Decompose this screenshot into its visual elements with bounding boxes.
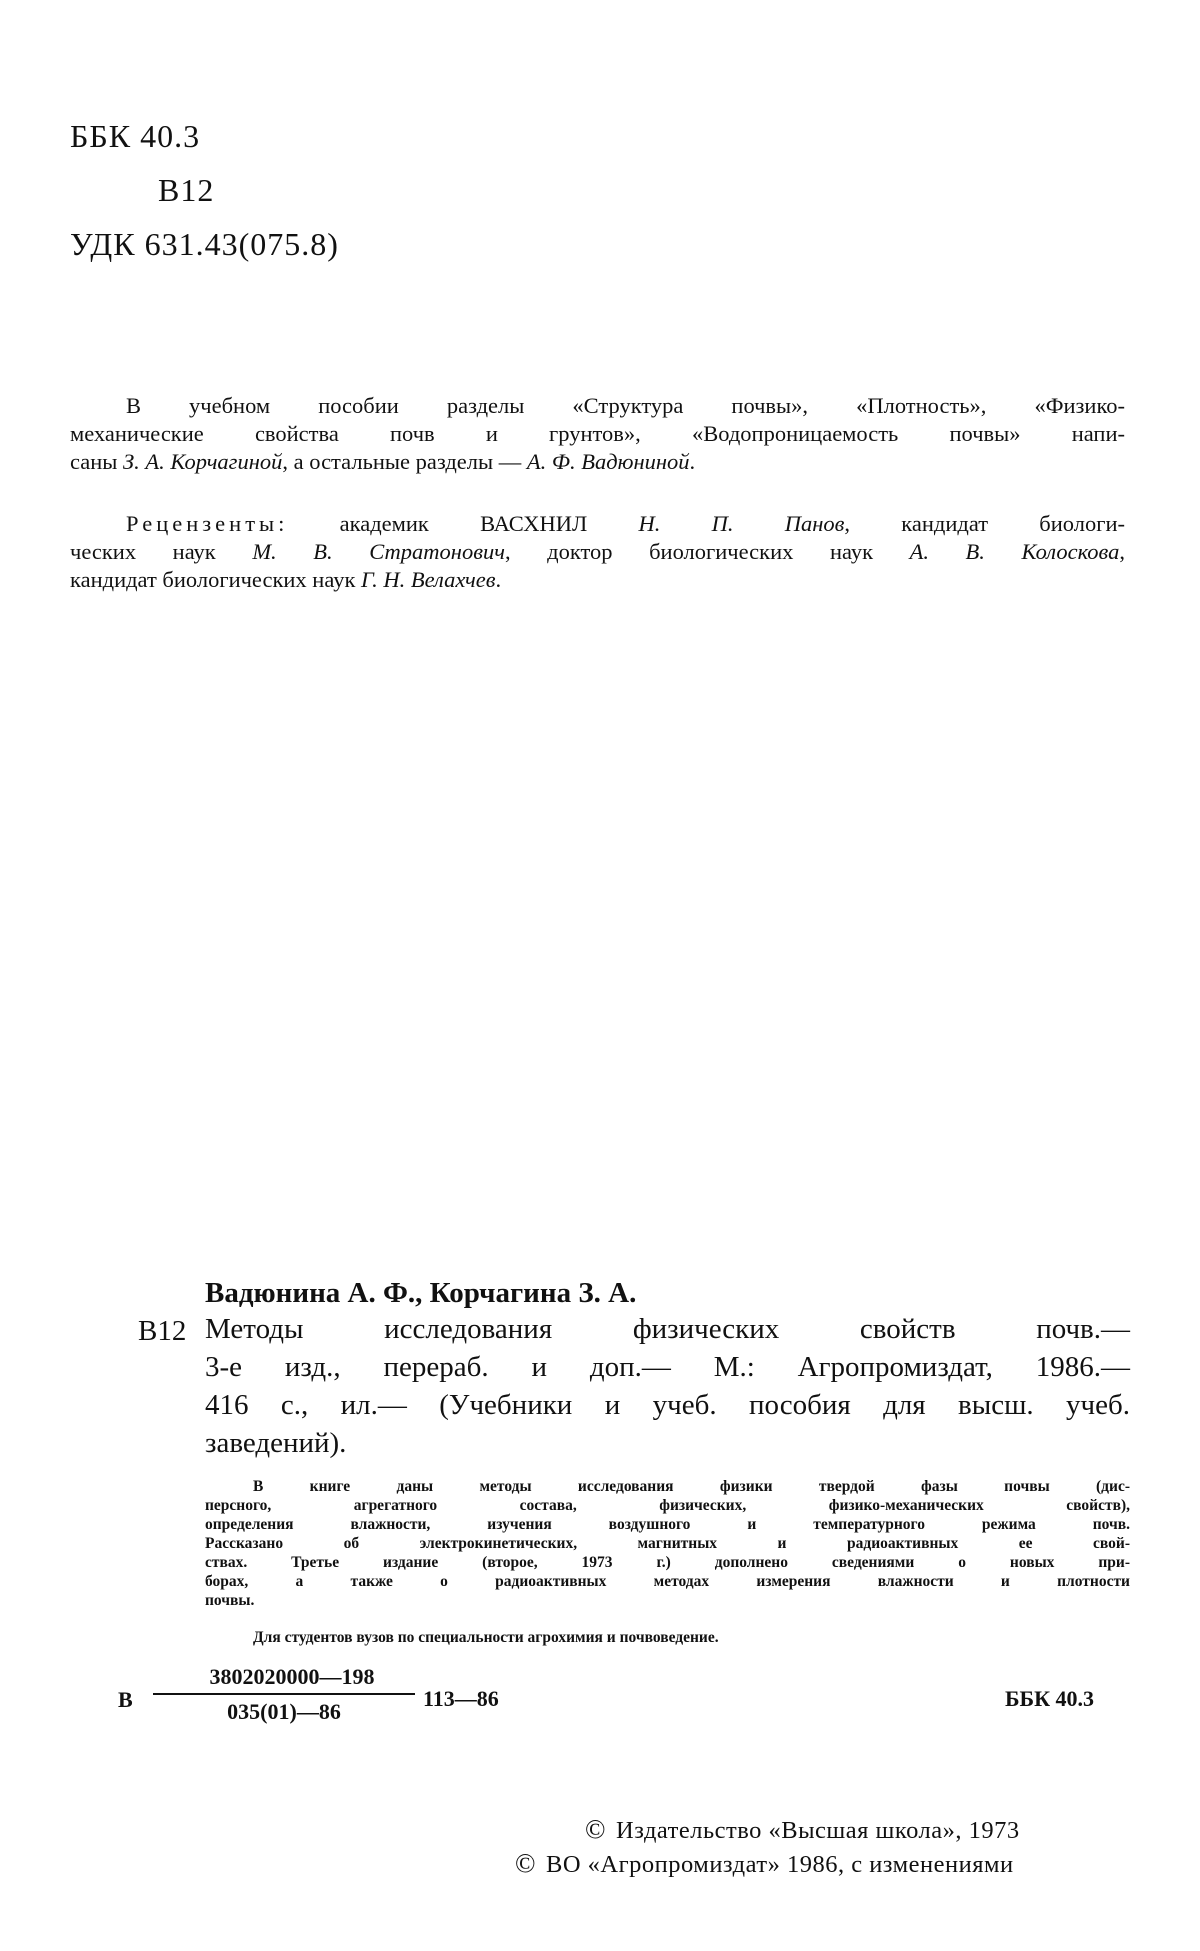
annotation-line: почвы. bbox=[205, 1592, 255, 1609]
reviewer-name: Н. П. Панов bbox=[638, 511, 845, 536]
fraction-rule bbox=[153, 1693, 415, 1695]
reviewer-name: Г. Н. Велахчев bbox=[361, 567, 496, 592]
bib-line: 416 с., ил.— (Учебники и учеб. пособия для высш. учеб. bbox=[205, 1389, 1130, 1421]
note-line: саны З. А. Корчагиной, а остальные разделы — А. Ф. Вадюниной. bbox=[70, 449, 696, 474]
copyright-line: © Издательство «Высшая школа», 1973 bbox=[585, 1814, 1020, 1844]
reviewers-paragraph bbox=[70, 510, 1125, 594]
bib-line: 3-е изд., перераб. и доп.— М.: Агропромиздат, 1986.— bbox=[205, 1351, 1130, 1383]
note-line: В учебном пособии разделы «Структура почвы», «Плотность», «Физико- bbox=[126, 393, 1125, 418]
reviewer-name: А. В. Колоскова bbox=[909, 539, 1120, 564]
audience-note bbox=[205, 1628, 1130, 1647]
annotation-line: определения влажности, изучения воздушного и температурного режима почв. bbox=[205, 1516, 1130, 1533]
index-fraction bbox=[153, 1664, 415, 1725]
index-letter: В bbox=[118, 1687, 133, 1712]
reviewers-line: Рецензенты: академик ВАСХНИЛ Н. П. Панов, кандидат биологи- bbox=[126, 511, 1125, 536]
udk-code: УДК 631.43(075.8) bbox=[70, 226, 339, 262]
author-name: З. А. Корчагиной bbox=[123, 449, 283, 474]
bbk-code: ББК 40.3 bbox=[70, 118, 201, 154]
annotation-line: персного, агрегатного состава, физических, физико-механических свойств), bbox=[205, 1497, 1130, 1514]
annotation bbox=[205, 1477, 1130, 1610]
index-number: 113—86 bbox=[423, 1686, 499, 1711]
index-numerator: 3802020000—198 bbox=[209, 1664, 375, 1689]
bib-line: заведений). bbox=[205, 1427, 347, 1459]
index-denominator: 035(01)—86 bbox=[227, 1699, 341, 1724]
index-bbk-code: ББК 40.3 bbox=[1005, 1686, 1095, 1711]
note-line: механические свойства почв и грунтов», «Водопроницаемость почвы» напи- bbox=[70, 421, 1125, 446]
copyright-line: © ВО «Агропромиздат» 1986, с изменениями bbox=[515, 1848, 1014, 1878]
annotation-line: борах, а также о радиоактивных методах измерения влажности и плотности bbox=[205, 1573, 1130, 1590]
reviewers-line: ческих наук М. В. Стратонович, доктор биологических наук А. В. Колоскова, bbox=[70, 539, 1125, 564]
annotation-line: ствах. Третье издание (второе, 1973 г.) дополнено сведениями о новых при- bbox=[205, 1554, 1130, 1571]
audience-line: Для студентов вузов по специальности агрохимия и почвоведение. bbox=[253, 1629, 719, 1646]
bibliographic-description bbox=[205, 1310, 1130, 1462]
reviewer-name: М. В. Стратонович bbox=[252, 539, 505, 564]
annotation-line: В книге даны методы исследования физики твердой фазы почвы (дис- bbox=[253, 1478, 1130, 1495]
annotation-line: Рассказано об электрокинетических, магнитных и радиоактивных ее свой- bbox=[205, 1535, 1130, 1552]
bib-line: Методы исследования физических свойств почв.— bbox=[205, 1313, 1130, 1345]
author-name: А. Ф. Вадюниной bbox=[526, 449, 690, 474]
reviewers-label: Рецензенты: bbox=[126, 511, 289, 536]
copyright-icon: © bbox=[585, 1814, 607, 1844]
book-authors: Вадюнина А. Ф., Корчагина З. А. bbox=[205, 1277, 637, 1309]
author-sign: В12 bbox=[158, 172, 215, 208]
reviewers-line: кандидат биологических наук Г. Н. Велахчев. bbox=[70, 567, 502, 592]
authorship-note bbox=[70, 392, 1125, 476]
call-sign: В12 bbox=[138, 1315, 187, 1347]
copyright-icon: © bbox=[515, 1848, 537, 1878]
